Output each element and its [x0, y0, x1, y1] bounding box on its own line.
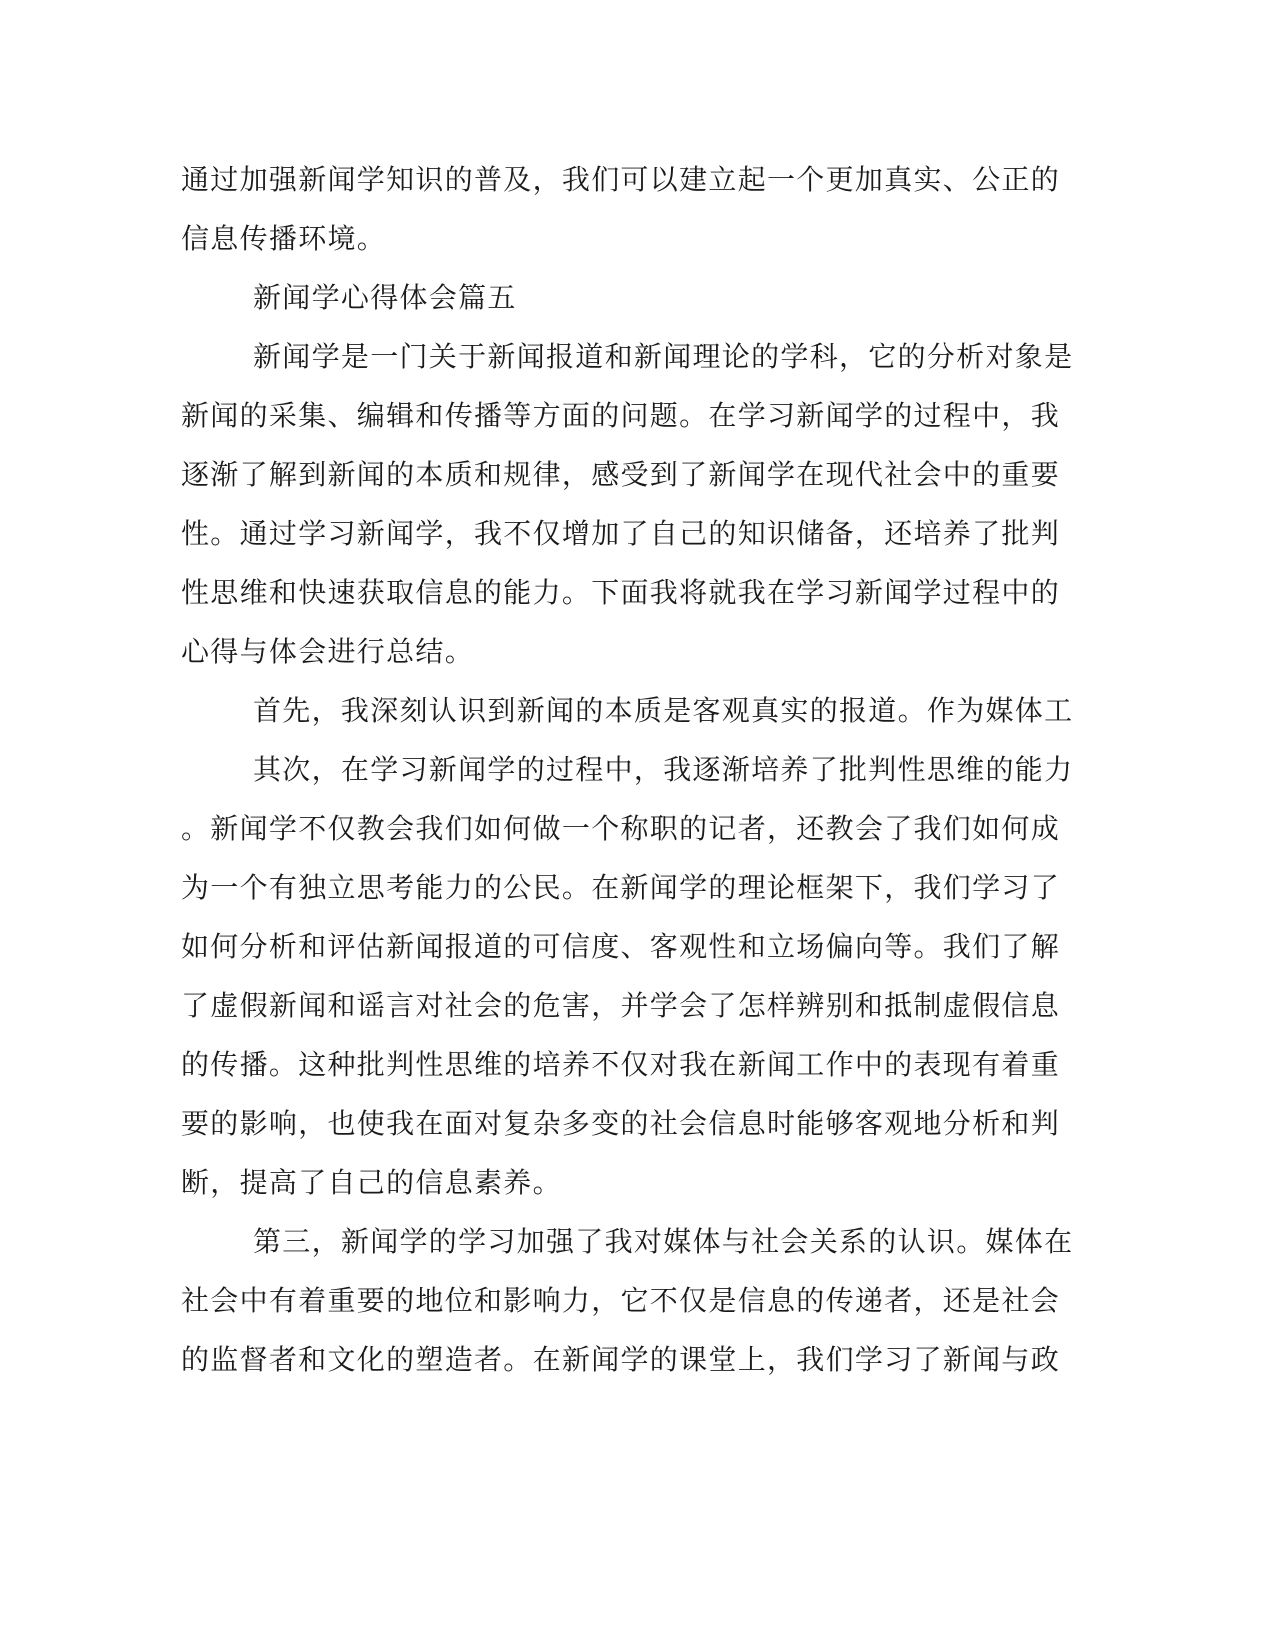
text-line: 新闻学是一门关于新闻报道和新闻理论的学科，它的分析对象是: [253, 340, 1074, 373]
text-line: 断，提高了自己的信息素养。: [181, 1166, 562, 1199]
text-line: 性思维和快速获取信息的能力。下面我将就我在学习新闻学过程中的: [181, 576, 1061, 609]
text-line: 信息传播环境。: [181, 222, 387, 255]
text-line: 要的影响，也使我在面对复杂多变的社会信息时能够客观地分析和判: [181, 1107, 1061, 1140]
text-line: 性。通过学习新闻学，我不仅增加了自己的知识储备，还培养了批判: [181, 517, 1061, 550]
text-line: 心得与体会进行总结。: [181, 635, 475, 668]
text-line: 的监督者和文化的塑造者。在新闻学的课堂上，我们学习了新闻与政: [181, 1343, 1061, 1376]
text-line: 通过加强新闻学知识的普及，我们可以建立起一个更加真实、公正的: [181, 163, 1061, 196]
text-line: 新闻的采集、编辑和传播等方面的问题。在学习新闻学的过程中，我: [181, 399, 1061, 432]
text-line: 了虚假新闻和谣言对社会的危害，并学会了怎样辨别和抵制虚假信息: [181, 989, 1061, 1022]
text-line: 第三，新闻学的学习加强了我对媒体与社会关系的认识。媒体在: [253, 1225, 1074, 1258]
text-line: 逐渐了解到新闻的本质和规律，感受到了新闻学在现代社会中的重要: [181, 458, 1061, 491]
text-line: 社会中有着重要的地位和影响力，它不仅是信息的传递者，还是社会: [181, 1284, 1061, 1317]
text-line: 的传播。这种批判性思维的培养不仅对我在新闻工作中的表现有着重: [181, 1048, 1061, 1081]
text-line: 首先，我深刻认识到新闻的本质是客观真实的报道。作为媒体工: [253, 694, 1074, 727]
text-line: 其次，在学习新闻学的过程中，我逐渐培养了批判性思维的能力: [253, 753, 1074, 786]
text-line: 。新闻学不仅教会我们如何做一个称职的记者，还教会了我们如何成: [181, 812, 1061, 845]
section-heading: 新闻学心得体会篇五: [253, 281, 517, 314]
text-line: 如何分析和评估新闻报道的可信度、客观性和立场偏向等。我们了解: [181, 930, 1061, 963]
text-line: 为一个有独立思考能力的公民。在新闻学的理论框架下，我们学习了: [181, 871, 1061, 904]
